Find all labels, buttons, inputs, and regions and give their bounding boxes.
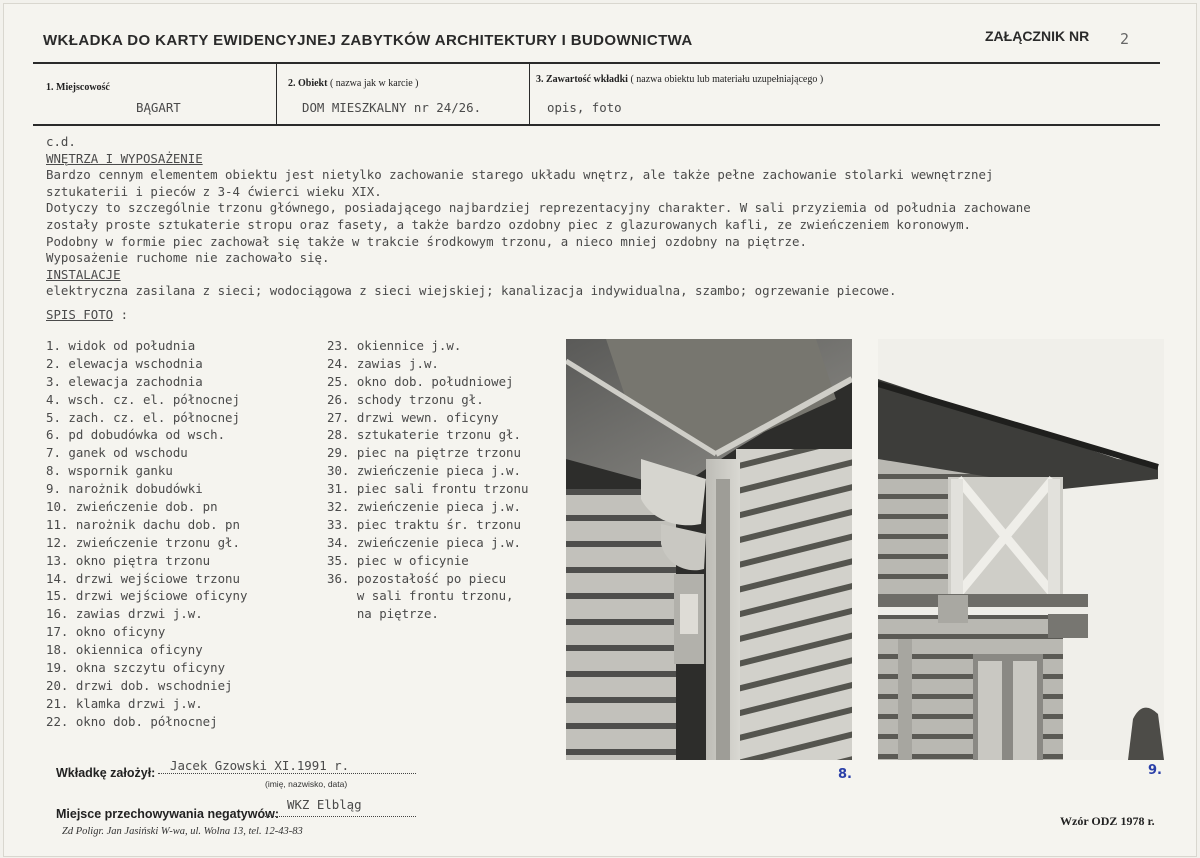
attachment-label: ZAŁĄCZNIK NR	[985, 28, 1090, 44]
photo-list-item: 4. wsch. cz. el. północnej	[46, 391, 240, 407]
roof-corner-image	[878, 339, 1164, 760]
photo-list-heading	[46, 307, 1166, 324]
photo-list-item: 11. narożnik dachu dob. pn	[46, 516, 240, 532]
photo-list-item: 19. okna szczytu oficyny	[46, 660, 226, 676]
founded-by-label: Wkładkę założył:	[56, 766, 156, 780]
printer-imprint: Zd Poligr. Jan Jasiński W-wa, ul. Wolna 13, tel. 12-43-83	[62, 826, 303, 837]
content-label-sub: ( nazwa obiektu lub materiału uzupełniającego )	[630, 74, 824, 85]
content-label	[536, 74, 823, 85]
negatives-label: Miejsce przechowywania negatywów:	[56, 807, 279, 821]
photo-list-item: 30. zwieńczenie pieca j.w.	[327, 463, 521, 479]
photo-list-item: 8. wspornik ganku	[46, 463, 173, 479]
founded-by-value: Jacek Gzowski XI.1991 r.	[170, 758, 350, 773]
photo-list-item: 26. schody trzonu gł.	[327, 391, 484, 407]
photo-list-item: 34. zwieńczenie pieca j.w.	[327, 534, 521, 550]
photo-list-item: 3. elewacja zachodnia	[46, 373, 203, 389]
photo-list-item: 9. narożnik dobudówki	[46, 481, 203, 497]
photo-list-item: 16. zawias drzwi j.w.	[46, 606, 203, 622]
interiors-line: Wyposażenie ruchome nie zachowało się.	[46, 250, 330, 266]
interiors-line: Dotyczy to szczególnie trzonu głównego, posiadającego najbardziej reprezentacyjny charakter. W sali przyziemia od południa zachowane	[46, 200, 1031, 216]
interiors-line: Podobny w formie piec zachował się także w trakcie środkowym trzonu, a nieco mniej ozdobny na piętrze.	[46, 233, 807, 249]
photo-roof-corner	[878, 339, 1164, 760]
interiors-line: zostały proste sztukaterie stropu oraz fasety, a także bardzo ozdobny piec z glazurowanych kafli, ze zwieńczeniem koronowym.	[46, 216, 972, 232]
photo-list-column-2	[327, 337, 528, 623]
installations-heading: INSTALACJE	[46, 266, 121, 282]
content-label-text: 3. Zawartość wkładki	[536, 74, 628, 85]
photo-list-item: 24. zawias j.w.	[327, 355, 439, 371]
attachment-number: 2	[1120, 30, 1130, 48]
negatives-value: WKZ Elbląg	[287, 797, 362, 812]
porch-bracket-image	[566, 339, 852, 760]
photo-list-item: 25. okno dob. południowej	[327, 373, 514, 389]
photo-list-item: 15. drzwi wejściowe oficyny	[46, 588, 248, 604]
photo-list-title: SPIS FOTO	[46, 306, 114, 322]
installations-line: elektryczna zasilana z sieci; wodociągowa z sieci wiejskiej; kanalizacja indywidualna, szambo; ogrzewanie piecowe.	[46, 283, 897, 299]
rule-bottom	[33, 124, 1160, 126]
photo-porch-bracket	[566, 339, 852, 760]
form-title: WKŁADKA DO KARTY EWIDENCYJNEJ ZABYTKÓW ARCHITEKTURY I BUDOWNICTWA	[43, 32, 693, 49]
object-label-text: 2. Obiekt	[288, 78, 328, 89]
object-value: DOM MIESZKALNY nr 24/26.	[302, 100, 482, 115]
photo-list-item: 5. zach. cz. el. północnej	[46, 409, 240, 425]
photo-list-item: 22. okno dob. północnej	[46, 713, 218, 729]
photo-list-item: 32. zwieńczenie pieca j.w.	[327, 499, 521, 515]
photo-list-item: 2. elewacja wschodnia	[46, 355, 203, 371]
content-value: opis, foto	[547, 100, 622, 115]
photo-list-item: 36. pozostałość po piecu	[327, 570, 507, 586]
photo-list-column-1	[46, 337, 247, 731]
founded-by-hint: (imię, nazwisko, data)	[265, 779, 348, 789]
rule-top	[33, 62, 1160, 64]
photo-list-item: 13. okno piętra trzonu	[46, 552, 211, 568]
rule-col-1	[276, 63, 277, 125]
photo-list-item: 27. drzwi wewn. oficyny	[327, 409, 499, 425]
photo-list-item: w sali frontu trzonu,	[327, 588, 514, 604]
negatives-line	[263, 816, 416, 817]
continued-marker: c.d.	[46, 134, 76, 149]
form-template-id: Wzór ODZ 1978 r.	[1060, 814, 1155, 828]
founded-by-line	[158, 773, 416, 774]
photo-list-item: 31. piec sali frontu trzonu	[327, 481, 529, 497]
photo-list-item: 6. pd dobudówka od wsch.	[46, 427, 226, 443]
object-label	[288, 78, 419, 89]
rule-col-2	[529, 63, 530, 125]
photo-list-item: 18. okiennica oficyny	[46, 642, 203, 658]
locality-value: BĄGART	[136, 100, 181, 115]
photo-list-item: 29. piec na piętrze trzonu	[327, 445, 521, 461]
photo-list-item: 7. ganek od wschodu	[46, 445, 188, 461]
spacer	[46, 300, 1166, 307]
description-body	[46, 134, 1166, 324]
photo-caption-8: 8.	[838, 767, 852, 782]
locality-label: 1. Miejscowość	[46, 82, 110, 93]
photo-list-item: 17. okno oficyny	[46, 624, 166, 640]
photo-list-item: 14. drzwi wejściowe trzonu	[46, 570, 240, 586]
photo-list-item: na piętrze.	[327, 606, 439, 622]
object-label-sub: ( nazwa jak w karcie )	[329, 78, 419, 89]
interiors-line: sztukaterii i pieców z 3-4 ćwierci wieku XIX.	[46, 183, 382, 199]
photo-list-item: 10. zwieńczenie dob. pn	[46, 499, 218, 515]
photo-list-item: 20. drzwi dob. wschodniej	[46, 677, 233, 693]
photo-list-item: 21. klamka drzwi j.w.	[46, 695, 203, 711]
photo-list-item: 35. piec w oficynie	[327, 552, 469, 568]
photo-list-item: 33. piec traktu śr. trzonu	[327, 516, 521, 532]
interiors-heading: WNĘTRZA I WYPOSAŻENIE	[46, 150, 203, 166]
interiors-line: Bardzo cennym elementem obiektu jest nietylko zachowanie starego układu wnętrz, ale także pełne zachowanie stolarki wewnętrznej	[46, 167, 994, 183]
photo-list-item: 1. widok od południa	[46, 338, 196, 353]
photo-caption-9: 9.	[1148, 763, 1162, 778]
photo-list-item: 12. zwieńczenie trzonu gł.	[46, 534, 240, 550]
photo-list-item: 23. okiennice j.w.	[327, 338, 462, 353]
photo-list-item: 28. sztukaterie trzonu gł.	[327, 427, 521, 443]
photo-list-colon: :	[120, 306, 129, 322]
